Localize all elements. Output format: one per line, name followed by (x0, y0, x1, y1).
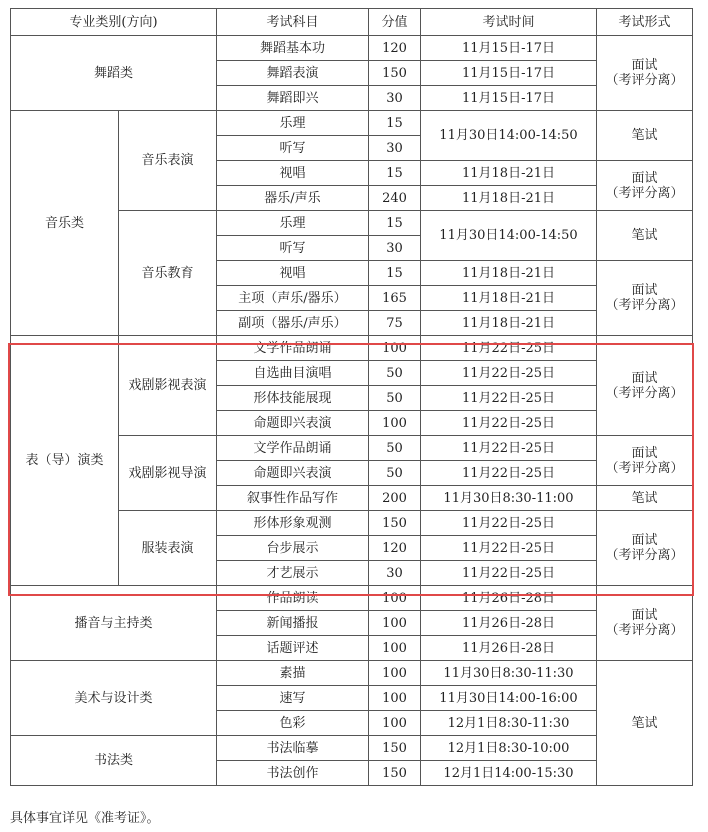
direction-cell: 音乐教育 (119, 211, 217, 336)
subject-cell: 色彩 (217, 711, 369, 736)
subject-cell: 听写 (217, 136, 369, 161)
subject-cell: 话题评述 (217, 636, 369, 661)
exam-schedule-table (10, 8, 693, 786)
score-cell: 150 (369, 61, 421, 86)
subject-cell: 命题即兴表演 (217, 411, 369, 436)
score-cell: 30 (369, 561, 421, 586)
time-cell: 11月22日-25日 (421, 336, 597, 361)
header-score: 分值 (369, 9, 421, 36)
score-cell: 30 (369, 86, 421, 111)
subject-cell: 命题即兴表演 (217, 461, 369, 486)
score-cell: 30 (369, 136, 421, 161)
score-cell: 15 (369, 111, 421, 136)
time-cell: 11月22日-25日 (421, 386, 597, 411)
subject-cell: 舞蹈表演 (217, 61, 369, 86)
mode-cell: 面试 （考评分离） (597, 261, 693, 336)
score-cell: 100 (369, 336, 421, 361)
time-cell: 11月22日-25日 (421, 361, 597, 386)
time-cell: 11月15日-17日 (421, 61, 597, 86)
category-cell: 舞蹈类 (11, 36, 217, 111)
category-cell: 音乐类 (11, 111, 119, 336)
score-cell: 50 (369, 361, 421, 386)
subject-cell: 才艺展示 (217, 561, 369, 586)
score-cell: 15 (369, 161, 421, 186)
header-time: 考试时间 (421, 9, 597, 36)
table-row (11, 36, 693, 61)
subject-cell: 书法临摹 (217, 736, 369, 761)
category-cell: 书法类 (11, 736, 217, 786)
score-cell: 100 (369, 636, 421, 661)
time-cell: 11月22日-25日 (421, 436, 597, 461)
score-cell: 50 (369, 436, 421, 461)
mode-cell: 笔试 (597, 661, 693, 786)
subject-cell: 叙事性作品写作 (217, 486, 369, 511)
score-cell: 100 (369, 661, 421, 686)
time-cell: 11月26日-28日 (421, 636, 597, 661)
subject-cell: 台步展示 (217, 536, 369, 561)
subject-cell: 听写 (217, 236, 369, 261)
header-category: 专业类别(方向) (11, 9, 217, 36)
subject-cell: 主项（声乐/器乐） (217, 286, 369, 311)
subject-cell: 乐理 (217, 111, 369, 136)
mode-cell: 笔试 (597, 211, 693, 261)
subject-cell: 自选曲目演唱 (217, 361, 369, 386)
time-cell: 11月18日-21日 (421, 286, 597, 311)
subject-cell: 速写 (217, 686, 369, 711)
table-row (11, 336, 693, 361)
score-cell: 120 (369, 536, 421, 561)
subject-cell: 文学作品朗诵 (217, 336, 369, 361)
score-cell: 240 (369, 186, 421, 211)
table-row (11, 111, 693, 136)
score-cell: 50 (369, 386, 421, 411)
time-cell: 11月15日-17日 (421, 36, 597, 61)
score-cell: 100 (369, 411, 421, 436)
direction-cell: 戏剧影视表演 (119, 336, 217, 436)
score-cell: 150 (369, 736, 421, 761)
subject-cell: 形体技能展现 (217, 386, 369, 411)
time-cell: 11月22日-25日 (421, 536, 597, 561)
time-cell: 12月1日14:00-15:30 (421, 761, 597, 786)
table-row (11, 661, 693, 686)
subject-cell: 新闻播报 (217, 611, 369, 636)
time-cell: 11月22日-25日 (421, 461, 597, 486)
score-cell: 100 (369, 586, 421, 611)
mode-cell: 面试 （考评分离） (597, 336, 693, 436)
direction-cell: 音乐表演 (119, 111, 217, 211)
subject-cell: 素描 (217, 661, 369, 686)
time-cell: 11月18日-21日 (421, 261, 597, 286)
mode-cell: 面试 （考评分离） (597, 36, 693, 111)
subject-cell: 作品朗读 (217, 586, 369, 611)
time-cell: 11月18日-21日 (421, 311, 597, 336)
score-cell: 100 (369, 711, 421, 736)
header-row (11, 9, 693, 36)
score-cell: 120 (369, 36, 421, 61)
subject-cell: 书法创作 (217, 761, 369, 786)
score-cell: 150 (369, 511, 421, 536)
score-cell: 200 (369, 486, 421, 511)
mode-cell: 笔试 (597, 486, 693, 511)
subject-cell: 舞蹈即兴 (217, 86, 369, 111)
direction-cell: 戏剧影视导演 (119, 436, 217, 511)
time-cell: 11月30日14:00-14:50 (421, 111, 597, 161)
category-cell: 表（导）演类 (11, 336, 119, 586)
time-cell: 12月1日8:30-11:30 (421, 711, 597, 736)
header-subject: 考试科目 (217, 9, 369, 36)
time-cell: 11月22日-25日 (421, 561, 597, 586)
mode-cell: 笔试 (597, 111, 693, 161)
subject-cell: 舞蹈基本功 (217, 36, 369, 61)
footnote: 具体事宜详见《准考证》。 (10, 811, 160, 826)
subject-cell: 视唱 (217, 261, 369, 286)
time-cell: 11月15日-17日 (421, 86, 597, 111)
category-cell: 播音与主持类 (11, 586, 217, 661)
subject-cell: 文学作品朗诵 (217, 436, 369, 461)
subject-cell: 副项（器乐/声乐） (217, 311, 369, 336)
time-cell: 11月30日8:30-11:00 (421, 486, 597, 511)
time-cell: 11月18日-21日 (421, 186, 597, 211)
score-cell: 50 (369, 461, 421, 486)
score-cell: 15 (369, 211, 421, 236)
category-cell: 美术与设计类 (11, 661, 217, 736)
mode-cell: 面试 （考评分离） (597, 586, 693, 661)
table-row (11, 736, 693, 761)
header-mode: 考试形式 (597, 9, 693, 36)
subject-cell: 形体形象观测 (217, 511, 369, 536)
mode-cell: 面试 （考评分离） (597, 161, 693, 211)
time-cell: 12月1日8:30-10:00 (421, 736, 597, 761)
score-cell: 30 (369, 236, 421, 261)
time-cell: 11月30日14:00-14:50 (421, 211, 597, 261)
subject-cell: 视唱 (217, 161, 369, 186)
mode-cell: 面试 （考评分离） (597, 436, 693, 486)
score-cell: 165 (369, 286, 421, 311)
subject-cell: 器乐/声乐 (217, 186, 369, 211)
score-cell: 150 (369, 761, 421, 786)
subject-cell: 乐理 (217, 211, 369, 236)
mode-cell: 面试 （考评分离） (597, 511, 693, 586)
time-cell: 11月26日-28日 (421, 611, 597, 636)
score-cell: 100 (369, 611, 421, 636)
time-cell: 11月22日-25日 (421, 411, 597, 436)
score-cell: 75 (369, 311, 421, 336)
time-cell: 11月22日-25日 (421, 511, 597, 536)
direction-cell: 服装表演 (119, 511, 217, 586)
score-cell: 15 (369, 261, 421, 286)
time-cell: 11月18日-21日 (421, 161, 597, 186)
time-cell: 11月30日14:00-16:00 (421, 686, 597, 711)
table-row (11, 586, 693, 611)
time-cell: 11月26日-28日 (421, 586, 597, 611)
time-cell: 11月30日8:30-11:30 (421, 661, 597, 686)
score-cell: 100 (369, 686, 421, 711)
